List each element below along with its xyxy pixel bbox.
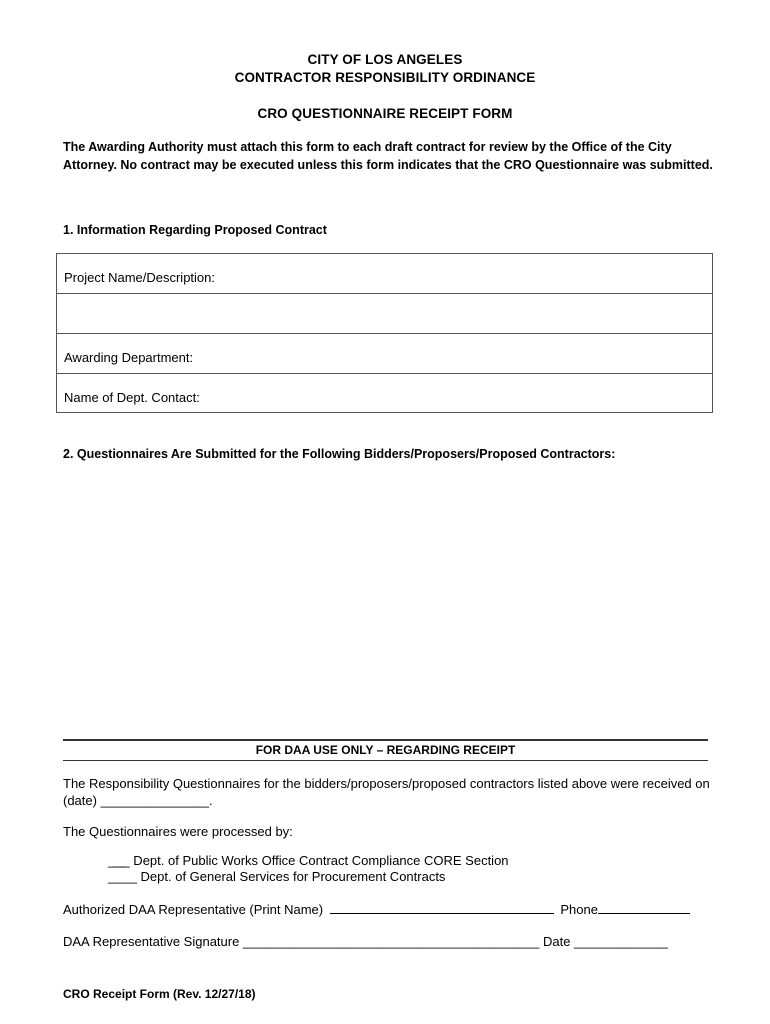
awarding-department-field[interactable] xyxy=(57,334,712,374)
daa-signature-line[interactable]: DAA Representative Signature _________________________________________ Date _____________ xyxy=(63,934,669,949)
rep-name-label: Authorized DAA Representative (Print Name) xyxy=(63,902,324,917)
dept-contact-label: Name of Dept. Contact: xyxy=(64,390,200,405)
phone-input[interactable] xyxy=(598,901,690,914)
form-title: CRO QUESTIONNAIRE RECEIPT FORM xyxy=(257,106,513,121)
daa-option-general-services[interactable]: ____ Dept. of General Services for Procurement Contracts xyxy=(108,869,446,884)
intro-paragraph: The Awarding Authority must attach this form to each draft contract for review by the Office of the City Attorney. No contract may be executed unless this form indicates that the CRO Questionnaire was submitted. xyxy=(63,140,713,172)
project-name-label: Project Name/Description: xyxy=(64,270,215,285)
project-description-field[interactable] xyxy=(57,294,712,334)
daa-processed-by: The Questionnaires were processed by: xyxy=(63,824,293,839)
phone-label: Phone xyxy=(560,902,598,917)
project-name-field[interactable] xyxy=(57,254,712,294)
form-revision-footer: CRO Receipt Form (Rev. 12/27/18) xyxy=(63,987,256,1001)
daa-option-public-works[interactable]: _̲_̲_ Dept. of Public Works Office Contract Compliance CORE Section xyxy=(108,853,509,868)
daa-section-title: FOR DAA USE ONLY – REGARDING RECEIPT xyxy=(255,743,516,757)
daa-received-text: The Responsibility Questionnaires for the bidders/proposers/proposed contractors listed above were received on (date) _______________. xyxy=(63,776,710,808)
awarding-department-label: Awarding Department: xyxy=(64,350,194,365)
section1-heading: 1. Information Regarding Proposed Contract xyxy=(63,223,327,237)
bidders-list-area[interactable] xyxy=(63,468,708,728)
header-city: CITY OF LOS ANGELES xyxy=(307,52,463,67)
rep-name-input[interactable] xyxy=(330,901,554,914)
daa-top-rule xyxy=(63,739,708,741)
daa-title-rule xyxy=(63,760,708,761)
contract-info-table xyxy=(56,253,713,413)
dept-contact-field[interactable] xyxy=(57,374,712,414)
daa-rep-name-line xyxy=(63,901,713,918)
section2-heading: 2. Questionnaires Are Submitted for the Following Bidders/Proposers/Proposed Contractors: xyxy=(63,447,616,461)
header-ordinance: CONTRACTOR RESPONSIBILITY ORDINANCE xyxy=(234,70,536,85)
